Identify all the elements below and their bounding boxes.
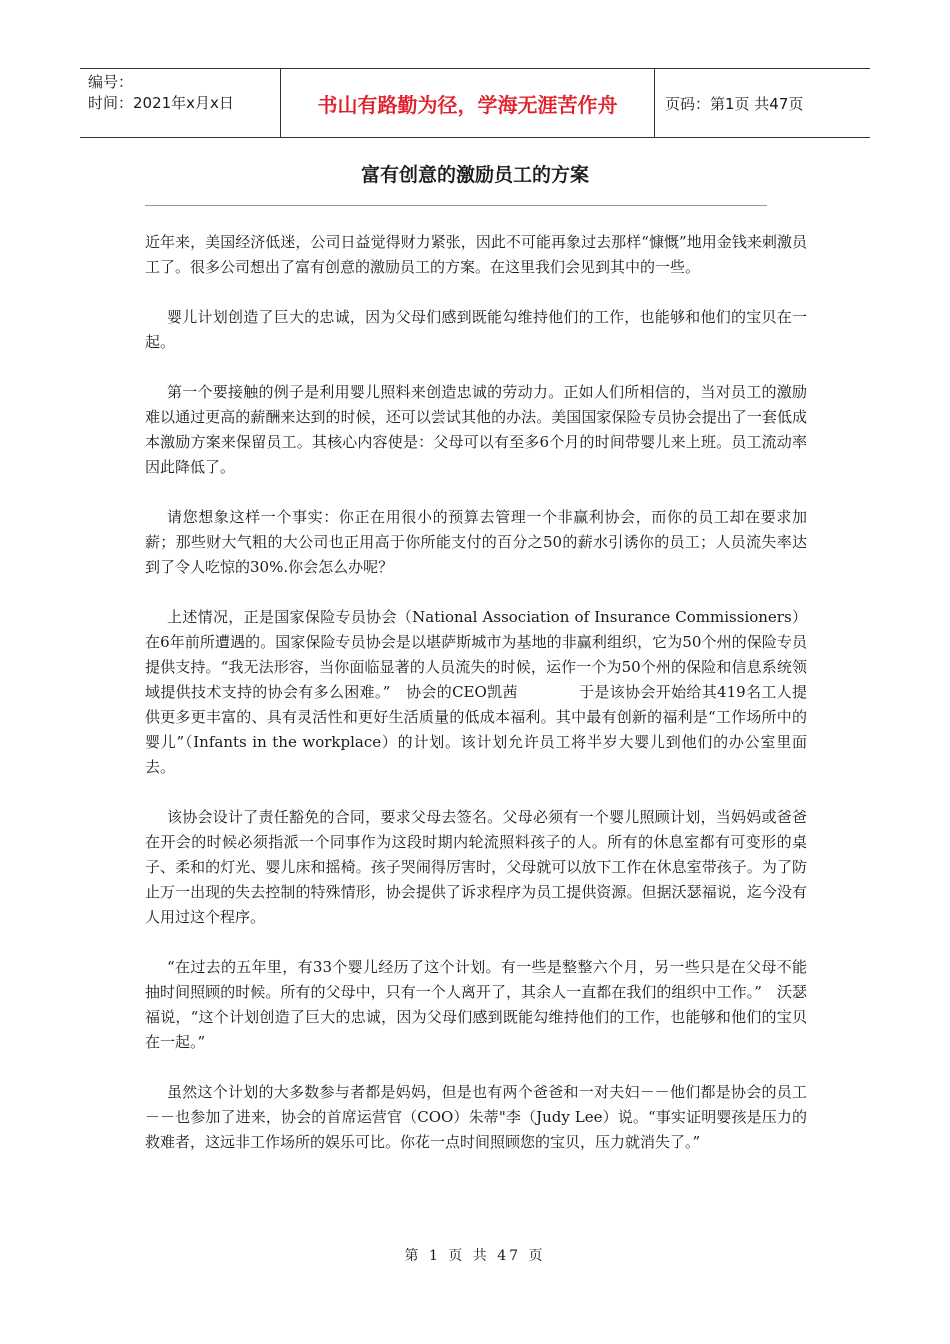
paragraph: 上述情况，正是国家保险专员协会（National Association of Insurance Commissioners）在6年前所遭遇的。国家保险专员协会是以堪萨斯城市为基地的非赢利组织，它为50个州的保险专员提供支持。“我无法形容，当你面临显著的人员流失的时候，运作一个为50个州的保险和信息系统领域提供技术支持的协会有多么困难。” 协会的CEO凯茜 于是该协会开始给其419名工人提供更多更丰富的、具有灵活性和更好生活质量的低成本福利。其中最有创新的福利是“工作场所中的婴儿”（Infants in the workplace）的计划。该计划允许员工将半岁大婴儿到他们的办公室里面去。 <box>145 608 807 776</box>
document-body <box>145 230 807 1155</box>
paragraph: 该协会设计了责任豁免的合同，要求父母去签名。父母必须有一个婴儿照顾计划，当妈妈或爸爸在开会的时候必须指派一个同事作为这段时期内轮流照料孩子的人。所有的休息室都有可变形的桌子、柔和的灯光、婴儿床和摇椅。孩子哭闹得厉害时，父母就可以放下工作在休息室带孩子。为了防止万一出现的失去控制的特殊情形，协会提供了诉求程序为员工提供资源。但据沃瑟福说，迄今没有人用过这个程序。 <box>145 808 807 926</box>
document-time-label: 时间：2021年x月x日 <box>88 94 234 112</box>
document-number-label: 编号： <box>88 73 134 91</box>
paragraph: 请您想象这样一个事实：你正在用很小的预算去管理一个非赢利协会，而你的员工却在要求加薪；那些财大气粗的大公司也正用高于你所能支付的百分之50的薪水引诱你的员工；人员流失率达到了令人吃惊的30%.你会怎么办呢？ <box>145 508 807 576</box>
title-divider <box>145 205 767 206</box>
paragraph: 近年来，美国经济低迷，公司日益觉得财力紧张，因此不可能再象过去那样“慷慨”地用金钱来刺激员工了。很多公司想出了富有创意的激励员工的方案。在这里我们会见到其中的一些。 <box>145 233 807 276</box>
document-title: 富有创意的激励员工的方案 <box>360 164 589 186</box>
header-motto: 书山有路勤为径，学海无涯苦作舟 <box>281 69 655 137</box>
paragraph: “在过去的五年里，有33个婴儿经历了这个计划。有一些是整整六个月，另一些只是在父母不能抽时间照顾的时候。所有的父母中，只有一个人离开了，其余人一直都在我们的组织中工作。” 沃瑟福说，“这个计划创造了巨大的忠诚，因为父母们感到既能勾维持他们的工作，也能够和他们的宝贝在一起。” <box>145 958 807 1051</box>
page-header <box>80 68 870 138</box>
page-footer: 第 1 页 共 47 页 <box>404 1248 546 1264</box>
header-page-info: 页码：第1页 共47页 <box>665 94 804 113</box>
paragraph: 婴儿计划创造了巨大的忠诚，因为父母们感到既能勾维持他们的工作，也能够和他们的宝贝在一起。 <box>145 308 807 351</box>
header-meta-cell <box>80 69 281 137</box>
paragraph: 虽然这个计划的大多数参与者都是妈妈，但是也有两个爸爸和一对夫妇－－他们都是协会的员工－－也参加了进来，协会的首席运营官（COO）朱蒂"李（Judy Lee）说。“事实证明婴孩是压力的救难者，这远非工作场所的娱乐可比。你花一点时间照顾您的宝贝，压力就消失了。” <box>145 1083 807 1151</box>
paragraph: 第一个要接触的例子是利用婴儿照料来创造忠诚的劳动力。正如人们所相信的，当对员工的激励难以通过更高的薪酬来达到的时候，还可以尝试其他的办法。美国国家保险专员协会提出了一套低成本激励方案来保留员工。其核心内容使是：父母可以有至多6个月的时间带婴儿来上班。员工流动率因此降低了。 <box>145 383 807 476</box>
